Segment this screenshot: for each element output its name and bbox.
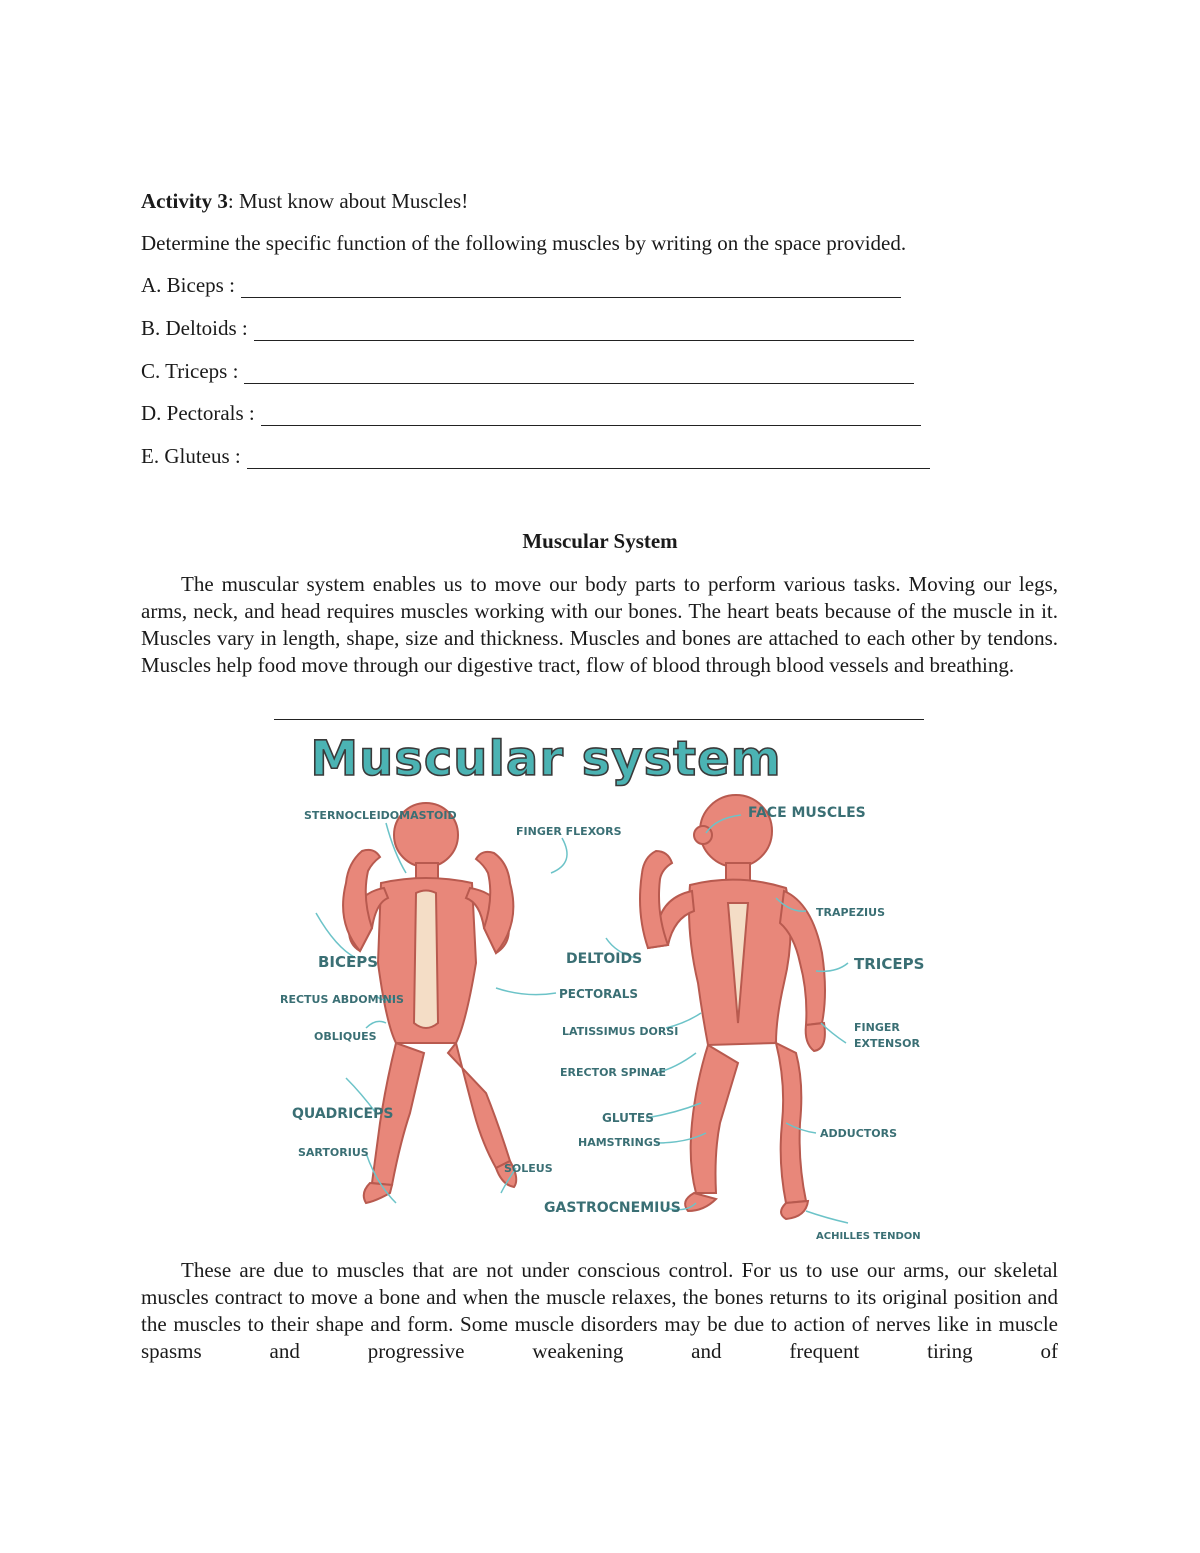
- label-finger-extensor-line2: EXTENSOR: [854, 1037, 920, 1050]
- label-finger-flexors: FINGER FLEXORS: [516, 825, 622, 838]
- paragraph-continued: [141, 1257, 1058, 1365]
- label-erector-spinae: ERECTOR SPINAE: [560, 1066, 667, 1079]
- answer-blank[interactable]: [254, 320, 914, 341]
- question-label: A. Biceps :: [141, 273, 235, 297]
- label-adductors: ADDUCTORS: [820, 1127, 898, 1140]
- label-rectus-abdominis: RECTUS ABDOMINIS: [280, 993, 404, 1006]
- answer-blank[interactable]: [241, 277, 901, 298]
- figure-title: Muscular system: [310, 731, 782, 787]
- instructions: Determine the specific function of the following muscles by writing on the space provided.: [141, 231, 907, 255]
- label-pectorals: PECTORALS: [559, 987, 639, 1001]
- label-glutes: GLUTES: [602, 1111, 654, 1125]
- divider: [274, 719, 924, 720]
- back-body-figure: [640, 795, 825, 1219]
- section-title: Muscular System: [522, 529, 678, 553]
- question-label: C. Triceps :: [141, 359, 239, 383]
- muscular-system-illustration: [276, 723, 924, 1241]
- activity-number: Activity 3: [141, 189, 228, 213]
- question-label: B. Deltoids :: [141, 316, 248, 340]
- label-finger-extensor-line1: FINGER: [854, 1021, 900, 1034]
- label-triceps: TRICEPS: [854, 955, 924, 973]
- question-biceps: [141, 272, 901, 298]
- label-trapezius: TRAPEZIUS: [816, 906, 885, 919]
- paragraph-intro-text: The muscular system enables us to move our body parts to perform various tasks. Moving our legs, arms, neck, and head requires muscles working with our bones. The heart beats because of the muscle in it. Muscles vary in length, shape, size and thickness. Muscles and bones are attached to each other by tendons. Muscles help food move through our digestive tract, flow of blood through blood vessels and breathing.: [141, 572, 1058, 677]
- answer-blank[interactable]: [247, 448, 930, 469]
- label-biceps: BICEPS: [318, 953, 379, 971]
- paragraph-continued-text: These are due to muscles that are not under conscious control. For us to use our arms, our skeletal muscles contract to move a bone and when the muscle relaxes, the bones returns to its original position and the muscles to their shape and form. Some muscle disorders may be due to action of nerves like in muscle spasms and progressive weakening and frequent tiring of: [141, 1258, 1058, 1363]
- label-gastrocnemius: GASTROCNEMIUS: [544, 1200, 681, 1216]
- label-quadriceps: QUADRICEPS: [292, 1106, 394, 1122]
- label-latissimus-dorsi: LATISSIMUS DORSI: [562, 1025, 679, 1038]
- answer-blank[interactable]: [244, 363, 914, 384]
- label-sternocleidomastoid: STERNOCLEIDOMASTOID: [304, 809, 457, 822]
- question-pectorals: [141, 400, 921, 426]
- question-label: E. Gluteus :: [141, 444, 241, 468]
- label-sartorius: SARTORIUS: [298, 1146, 369, 1159]
- label-face-muscles: FACE MUSCLES: [748, 805, 866, 821]
- answer-blank[interactable]: [261, 405, 921, 426]
- label-soleus: SOLEUS: [504, 1162, 553, 1175]
- question-label: D. Pectorals :: [141, 401, 255, 425]
- activity-title: [141, 188, 468, 214]
- question-gluteus: [141, 443, 930, 469]
- activity-subtitle: : Must know about Muscles!: [227, 189, 469, 213]
- question-triceps: [141, 358, 914, 384]
- label-deltoids: DELTOIDS: [566, 951, 643, 967]
- question-deltoids: [141, 315, 914, 341]
- label-obliques: OBLIQUES: [314, 1030, 377, 1043]
- label-achilles-tendon: ACHILLES TENDON: [816, 1231, 921, 1241]
- paragraph-intro: [141, 571, 1058, 679]
- label-hamstrings: HAMSTRINGS: [578, 1136, 661, 1149]
